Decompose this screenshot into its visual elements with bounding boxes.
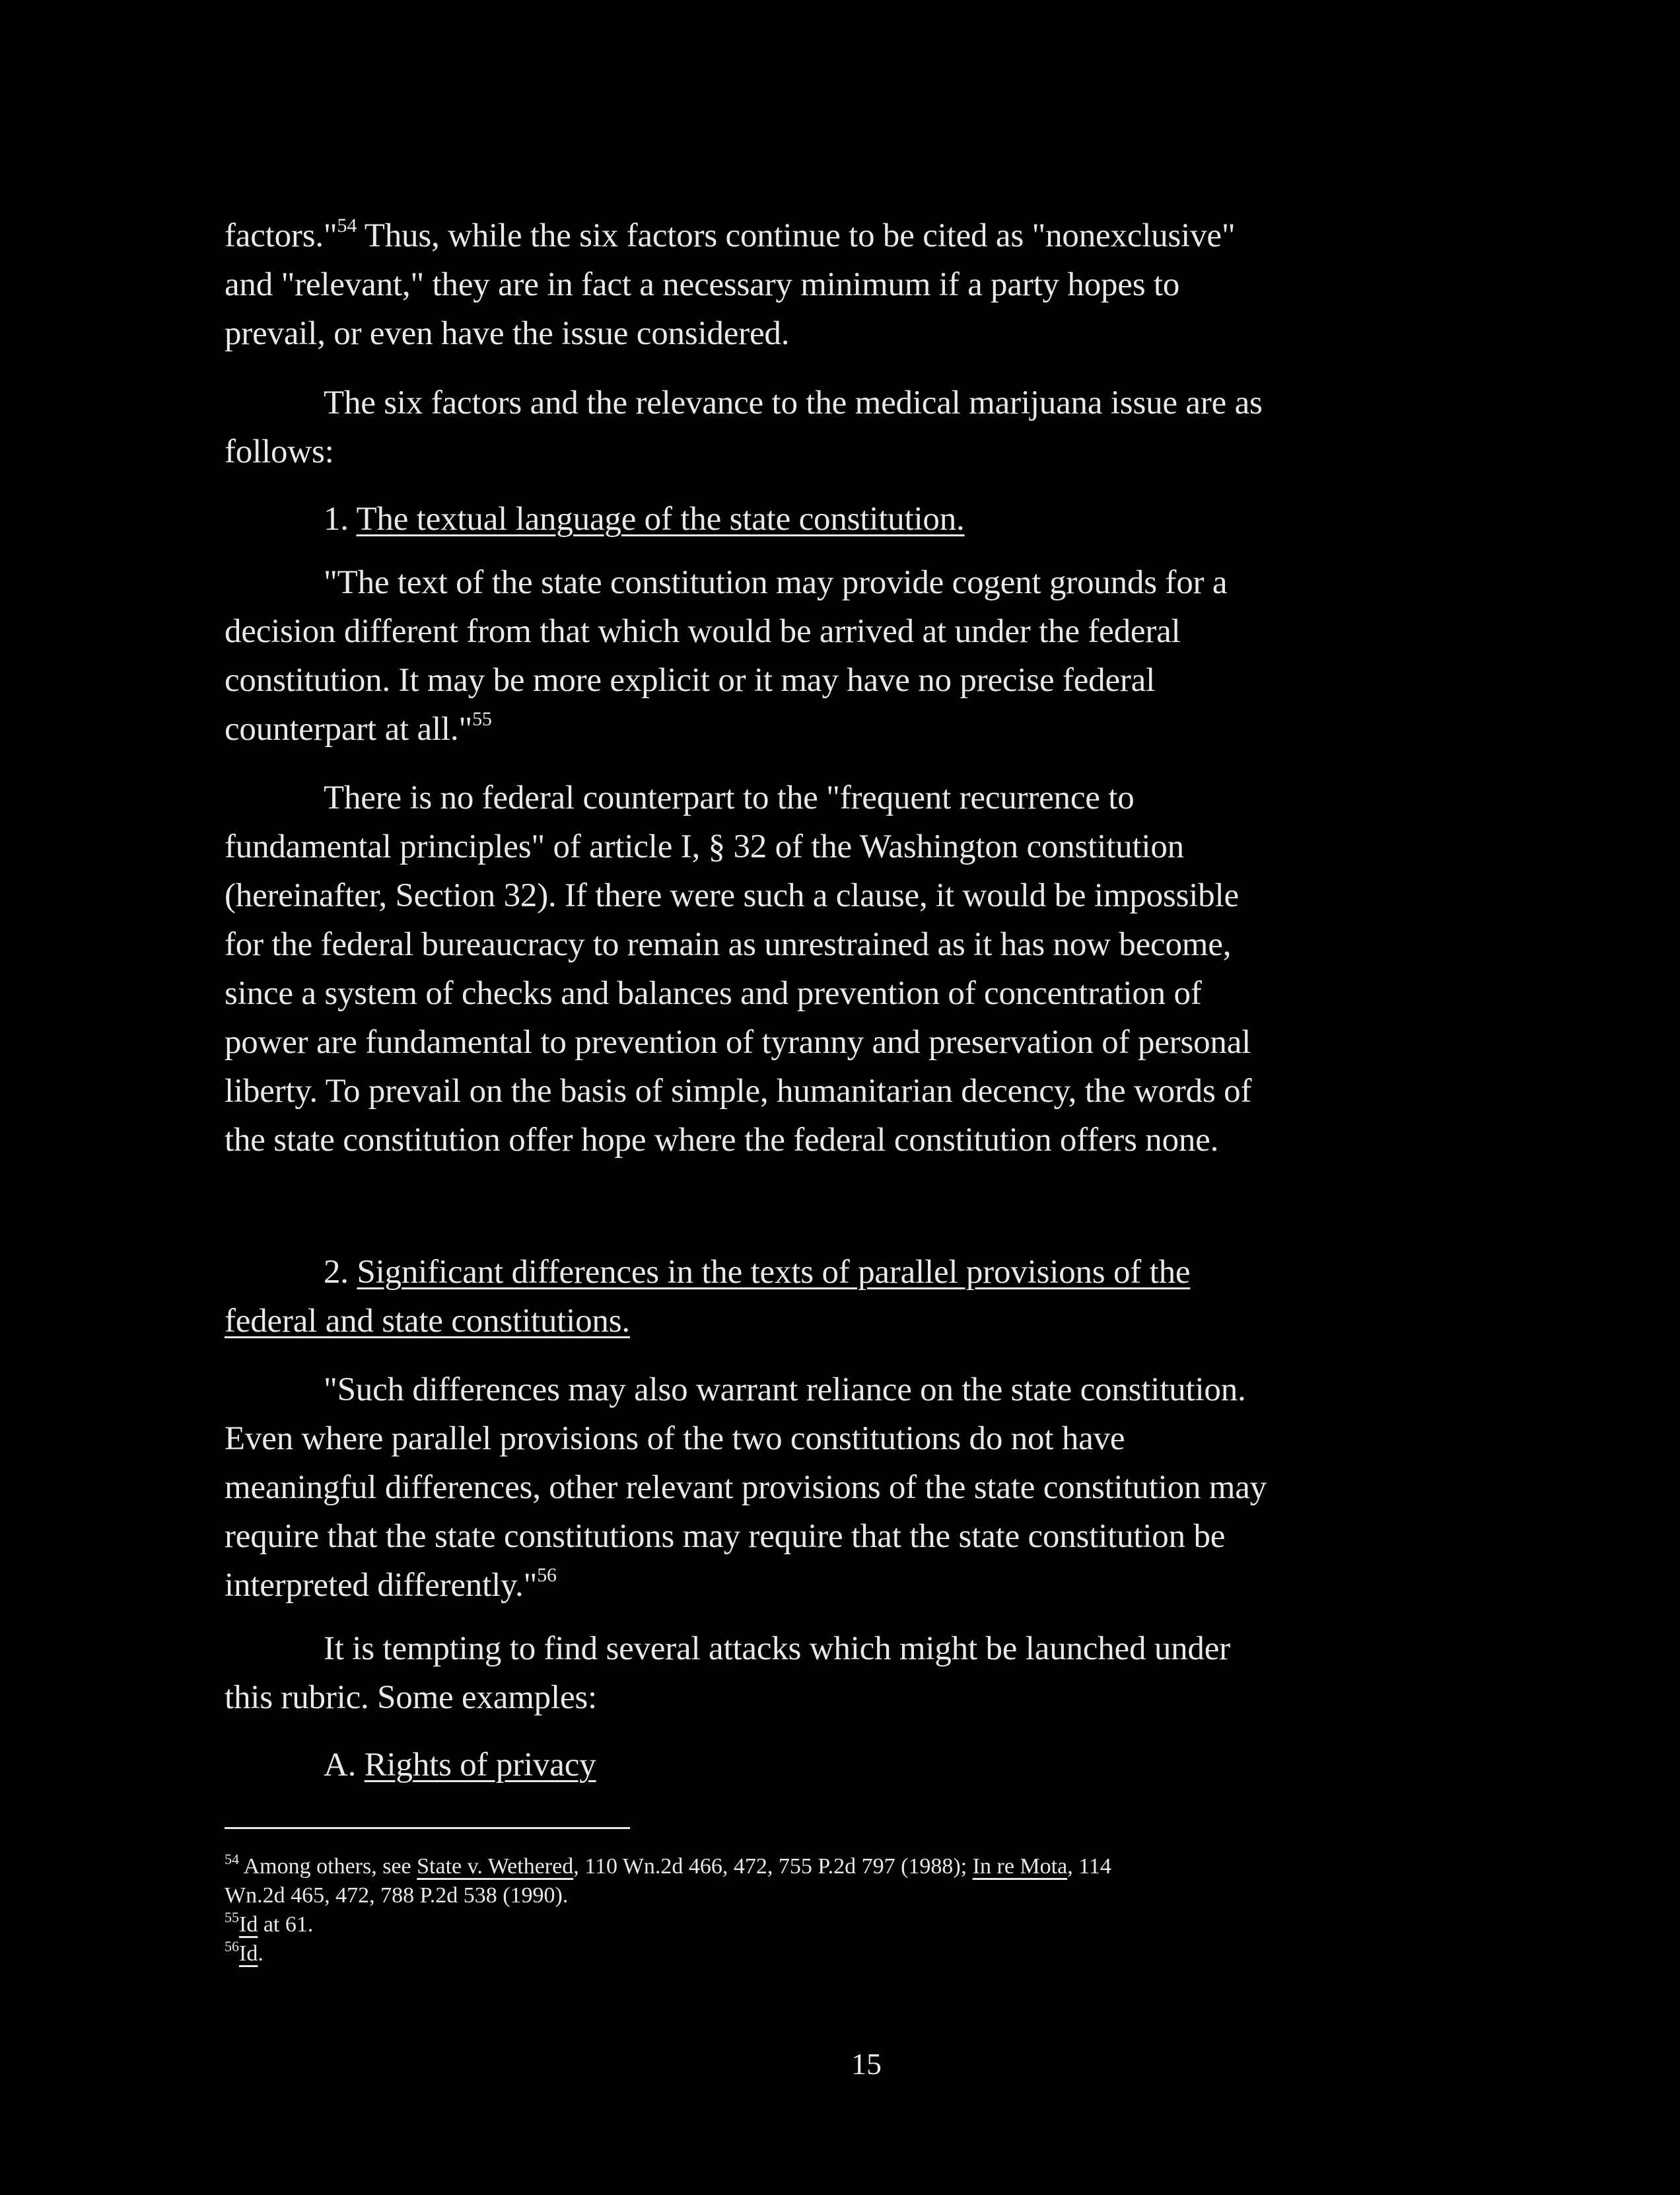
quote-line: counterpart at all."$^{55}$ — [225, 708, 492, 748]
section-heading-1: 1. The textual language of the state constitution. — [324, 501, 965, 538]
subsection-heading: A. Rights of privacy — [324, 1746, 596, 1783]
subsection-heading-title: Rights of privacy — [364, 1746, 596, 1783]
paragraph-line: (hereinafter, Section 32). If there were such a clause, it would be impossible — [225, 877, 1239, 914]
footnote-reference: 55 — [472, 708, 492, 730]
paragraph-line: the state constitution offer hope where the federal constitution offers none. — [225, 1122, 1219, 1159]
case-citation: In re Mota — [972, 1854, 1068, 1879]
quote-line: Even where parallel provisions of the two constitutions do not have — [225, 1420, 1125, 1457]
paragraph-line: power are fundamental to prevention of tyranny and preservation of personal — [225, 1024, 1251, 1061]
footnote-56: $^{56}$Id. — [225, 1938, 263, 1966]
section-heading-title: The textual language of the state constitution. — [356, 501, 965, 538]
quote-line: interpreted differently."$^{56}$ — [225, 1564, 557, 1604]
footnote-divider — [225, 1827, 630, 1829]
footnote-54-continued: Wn.2d 465, 472, 788 P.2d 538 (1990). — [225, 1883, 569, 1908]
paragraph-line: since a system of checks and balances and prevention of concentration of — [225, 975, 1202, 1012]
paragraph-line: this rubric. Some examples: — [225, 1679, 597, 1716]
paragraph-line: The six factors and the relevance to the medical marijuana issue are as — [324, 384, 1263, 421]
footnote-mark: 54 — [225, 1851, 239, 1867]
footnote-mark: 56 — [225, 1938, 239, 1955]
footnote-55: $^{55}$Id at 61. — [225, 1909, 314, 1937]
paragraph-line: factors."$^{54}$ Thus, while the six factors continue to be cited as "nonexclusive" — [225, 215, 1236, 254]
quote-line: constitution. It may be more explicit or it may have no precise federal — [225, 662, 1156, 699]
paragraph-line: It is tempting to find several attacks which might be launched under — [324, 1630, 1230, 1667]
quote-line: require that the state constitutions may require that the state constitution be — [225, 1518, 1226, 1555]
quote-line: "The text of the state constitution may provide cogent grounds for a — [324, 564, 1228, 601]
footnote-reference: 54 — [337, 215, 357, 236]
paragraph-line: prevail, or even have the issue considered. — [225, 315, 790, 352]
paragraph-line: fundamental principles" of article I, § 32 of the Washington constitution — [225, 828, 1184, 865]
quote-line: "Such differences may also warrant reliance on the state constitution. — [324, 1371, 1246, 1408]
section-heading-2-continued — [225, 1301, 630, 1341]
footnote-mark: 55 — [225, 1909, 239, 1925]
section-heading-title: federal and state constitutions. — [225, 1303, 630, 1340]
case-citation: State v. Wethered — [417, 1854, 574, 1879]
section-heading-title: Significant differences in the texts of parallel provisions of the — [357, 1254, 1191, 1291]
page-number: 15 — [851, 2047, 882, 2081]
paragraph-line: and "relevant," they are in fact a necessary minimum if a party hopes to — [225, 266, 1180, 303]
id-citation: Id — [239, 1941, 258, 1966]
footnote-reference: 56 — [537, 1564, 557, 1586]
paragraph-line: liberty. To prevail on the basis of simple, humanitarian decency, the words of — [225, 1073, 1252, 1110]
paragraph-line: follows: — [225, 433, 334, 470]
quote-line: meaningful differences, other relevant provisions of the state constitution may — [225, 1469, 1267, 1506]
section-heading-2: 2. Significant differences in the texts of parallel provisions of the — [324, 1254, 1191, 1291]
paragraph-line: for the federal bureaucracy to remain as unrestrained as it has now become, — [225, 926, 1232, 963]
quote-line: decision different from that which would be arrived at under the federal — [225, 613, 1181, 650]
footnote-54: $^{54}$ Among others, see State v. Wethered, 110 Wn.2d 466, 472, 755 P.2d 797 (1988); In re Mota, 114 — [225, 1851, 1111, 1879]
paragraph-line: There is no federal counterpart to the "frequent recurrence to — [324, 779, 1135, 816]
id-citation: Id — [239, 1912, 258, 1937]
